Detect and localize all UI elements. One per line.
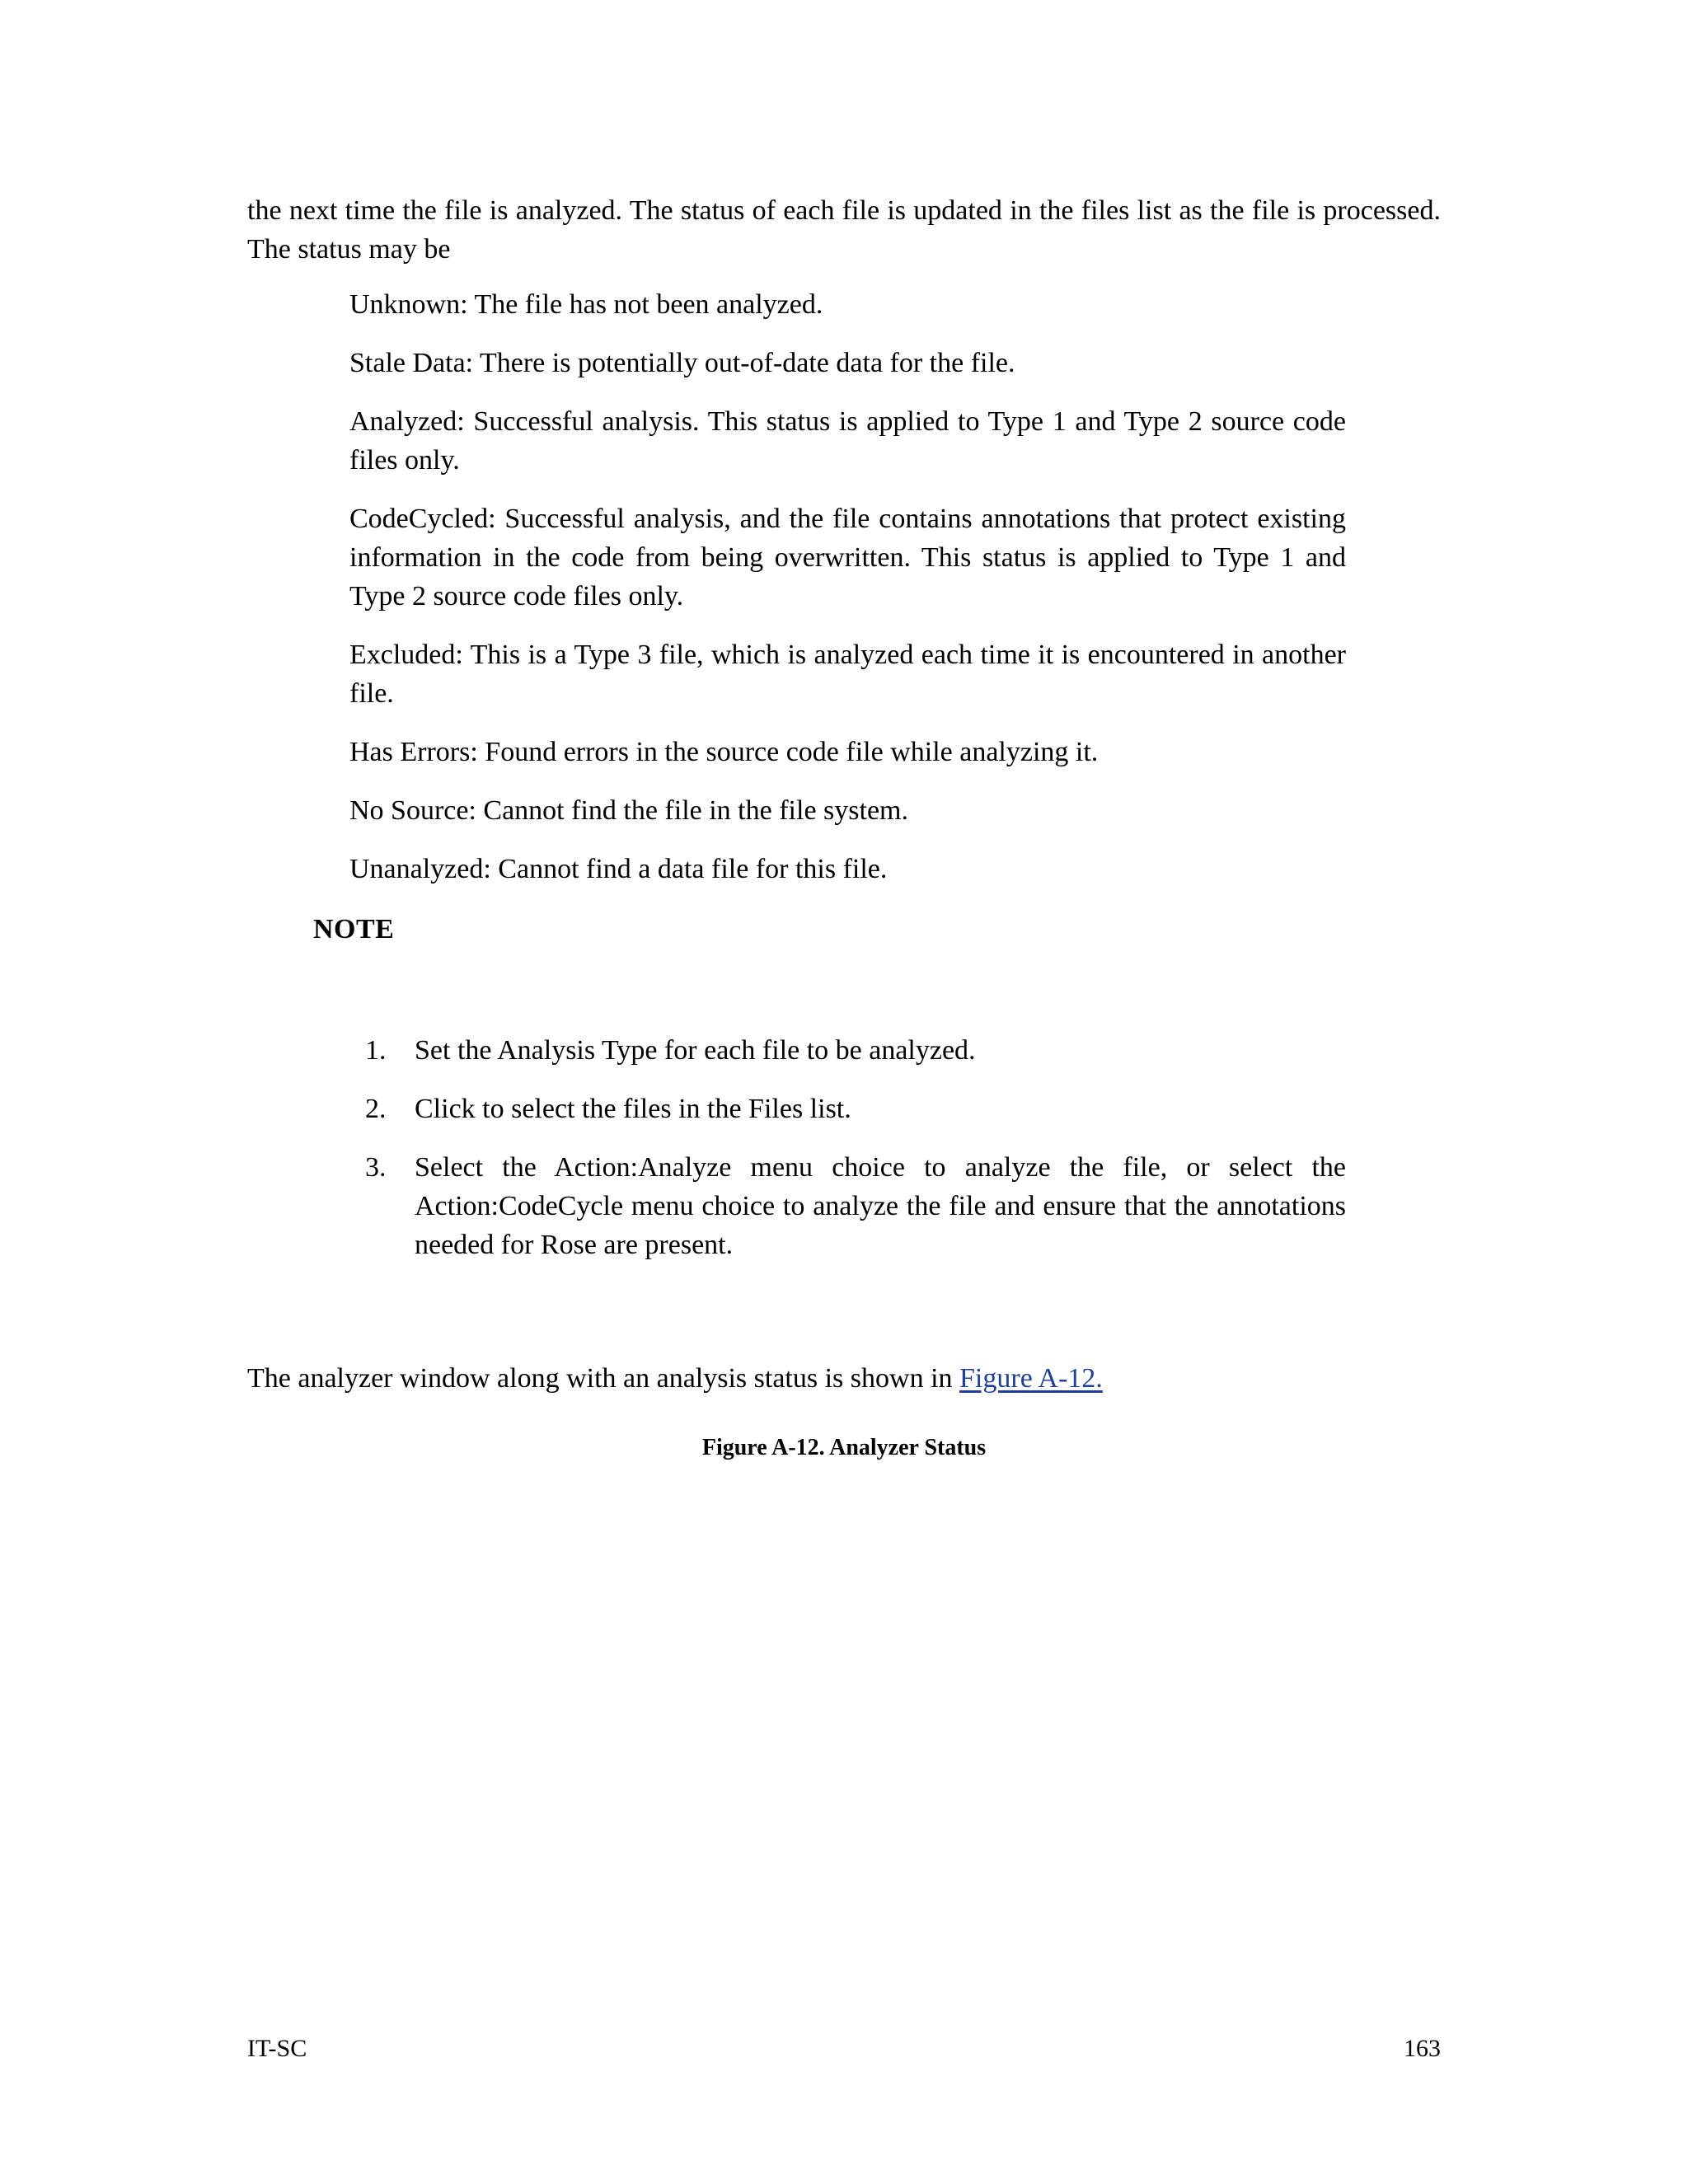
page-footer	[247, 2032, 1441, 2065]
status-item-unanalyzed: Unanalyzed: Cannot find a data file for this file.	[349, 854, 888, 884]
closing-paragraph	[247, 1359, 1441, 1398]
status-item-unknown: Unknown: The file has not been analyzed.	[349, 289, 823, 320]
step-text: Click to select the files in the Files list.	[415, 1094, 851, 1124]
status-item-codecycled: CodeCycled: Successful analysis, and the file contains annotations that protect existing information in the code from being overwritten. This status is applied to Type 1 and Type 2 source code files only.	[349, 504, 1346, 612]
figure-caption: Figure A-12. Analyzer Status	[701, 1435, 987, 1460]
intro-paragraph: the next time the file is analyzed. The status of each file is updated in the files list as the file is processed. The status may be	[247, 195, 1441, 265]
step-number: 1.	[365, 1035, 387, 1066]
status-item-analyzed: Analyzed: Successful analysis. This status is applied to Type 1 and Type 2 source code files only.	[349, 406, 1346, 476]
status-definition-list	[247, 285, 1441, 888]
step-number: 2.	[365, 1094, 387, 1124]
page-number: 163	[1404, 2035, 1441, 2062]
status-item-has-errors: Has Errors: Found errors in the source code file while analyzing it.	[349, 737, 1099, 767]
note-heading: NOTE	[313, 914, 395, 944]
footer-left-label: IT-SC	[247, 2035, 307, 2062]
status-item-excluded: Excluded: This is a Type 3 file, which is analyzed each time it is encountered in another file.	[349, 640, 1346, 709]
procedure-step	[365, 1148, 1346, 1264]
step-text: Select the Action:Analyze menu choice to analyze the file, or select the Action:CodeCycle menu choice to analyze the file and ensure that the annotations needed for Rose are present.	[415, 1152, 1346, 1260]
procedure-step-list	[247, 1031, 1441, 1264]
status-item-no-source: No Source: Cannot find the file in the file system.	[349, 795, 908, 826]
procedure-step	[365, 1031, 1346, 1070]
page-content	[247, 191, 1441, 1991]
procedure-step	[365, 1090, 1346, 1128]
figure-a-12-link[interactable]: Figure A-12.	[959, 1363, 1103, 1394]
step-text: Set the Analysis Type for each file to be analyzed.	[415, 1035, 976, 1066]
step-number: 3.	[365, 1152, 387, 1183]
closing-text: The analyzer window along with an analysis status is shown in	[247, 1363, 960, 1394]
figure-image-placeholder	[247, 1464, 1441, 1991]
status-item-stale-data: Stale Data: There is potentially out-of-date data for the file.	[349, 348, 1015, 378]
